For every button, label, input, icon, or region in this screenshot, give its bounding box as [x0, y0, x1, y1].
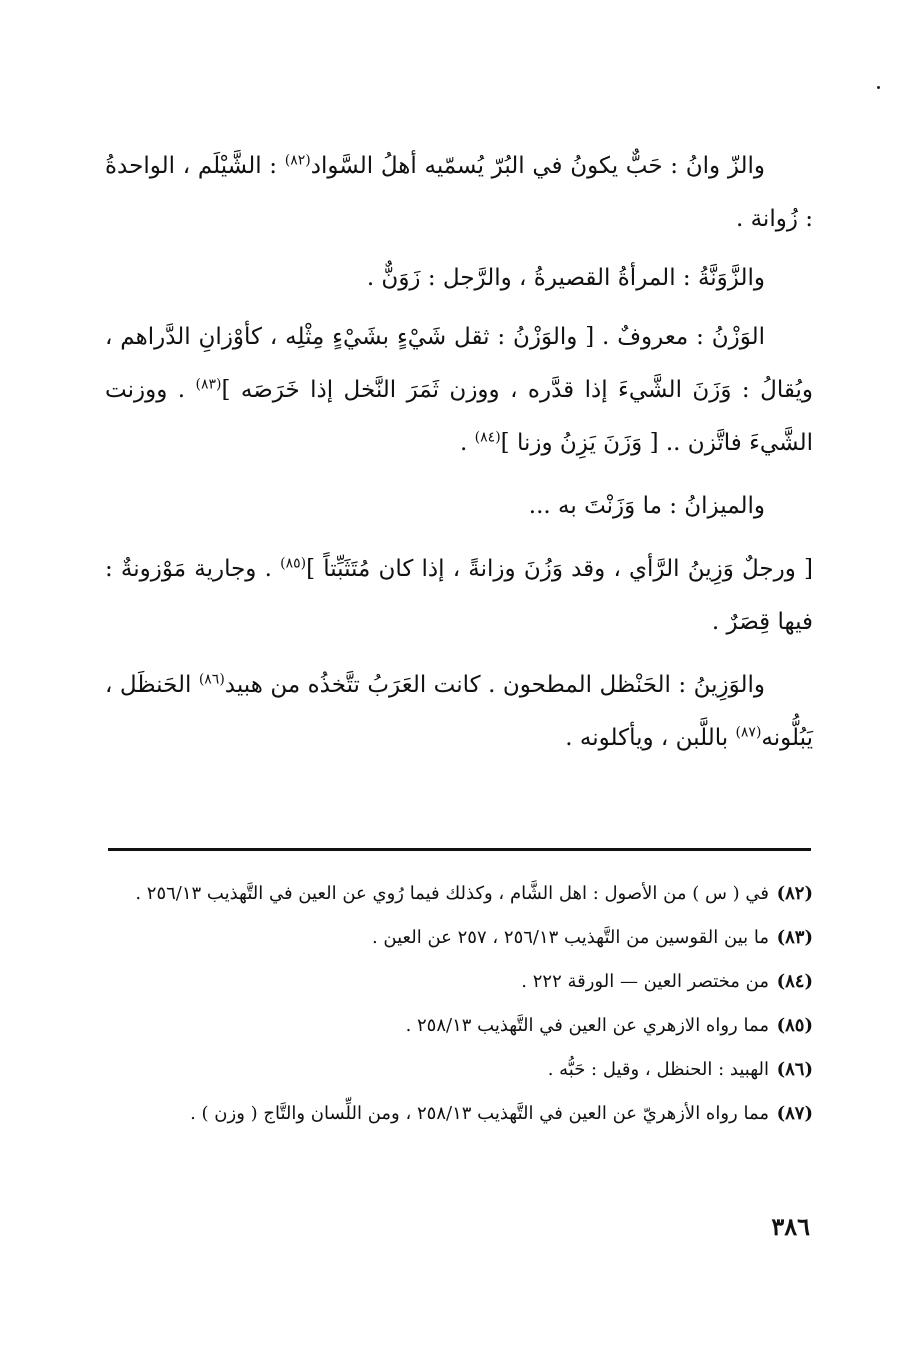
main-text-body [105, 140, 813, 765]
paragraph-text: والزَّوَنَّةُ : المرأةُ القصيرةُ ، والرَّجل : زَوَنٌّ . [366, 265, 765, 291]
footnote-number: (٨٥) [776, 1015, 813, 1036]
paragraph-mizan [105, 480, 813, 533]
footnotes-section [105, 876, 813, 1140]
paragraph-text: . وجارية مَوْزونةٌ : فيها قِصَرٌ . [105, 556, 813, 635]
footnote-ref: (٨٤) [474, 429, 501, 446]
paragraph-text: . [460, 430, 468, 456]
paragraph-zawanna [105, 252, 813, 305]
footnote-text: من مختصر العين — الورقة ٢٢٢ . [521, 971, 769, 992]
footnote-ref: (٨٥) [280, 555, 307, 572]
paragraph-text: الوَزْنُ : معروفٌ . [ والوَزْنُ : ثقل شَيْءٍ بشَيْءٍ مِثْلِه ، كأوْزانِ الدَّراهم ، ويُقالُ : وَزَنَ الشَّيءَ إذا قدَّره ، ووزن ثَمَرَ النَّخل إذا خَرَصَه ] [105, 324, 813, 403]
paragraph-text: والميزانُ : ما وَزَنْتَ به ... [528, 493, 765, 519]
footnote-ref: (٨٧) [735, 724, 762, 741]
footnote-number: (٨٧) [776, 1103, 813, 1124]
footnote-item [105, 1096, 813, 1132]
footnote-divider [108, 848, 811, 851]
footnote-number: (٨٣) [776, 927, 813, 948]
footnote-item [105, 964, 813, 1000]
paragraph-zuwan [105, 140, 813, 246]
footnote-text: ما بين القوسين من التَّهذيب ٢٥٦/١٣ ، ٢٥٧ عن العين . [371, 927, 769, 948]
footnote-ref: (٨٢) [284, 152, 311, 169]
footnote-number: (٨٢) [776, 883, 813, 904]
corner-dot [877, 86, 880, 89]
paragraph-text: [ ورجلٌ وَزِينُ الرَّأي ، وقد وَزُنَ وزانةً ، إذا كان مُتَثَبِّتاً ] [306, 556, 813, 582]
paragraph-text: . ووزنت الشَّيءَ فاتَّزن .. [ وَزَنَ يَزِنُ وزنا ] [105, 377, 813, 456]
footnote-item [105, 1008, 813, 1044]
footnote-item [105, 876, 813, 912]
paragraph-text: : الشَّيْلَم ، الواحدةُ : زُوانة . [105, 153, 813, 232]
footnote-number: (٨٦) [776, 1059, 813, 1080]
page-number: ٣٨٦ [771, 1212, 810, 1241]
footnote-ref: (٨٣) [195, 376, 222, 393]
footnote-item [105, 1052, 813, 1088]
footnote-ref: (٨٦) [198, 671, 225, 688]
paragraph-wazin-hanzal [105, 659, 813, 765]
paragraph-text: والوَزِينُ : الحَنْظل المطحون . كانت العَرَبُ تتَّخذُه من هبيد [224, 672, 765, 698]
footnote-text: الهبيد : الحنظل ، وقيل : حَبُّه . [547, 1059, 769, 1080]
paragraph-wazin-rai [105, 543, 813, 649]
footnote-item [105, 920, 813, 956]
paragraph-text: والزّ وانُ : حَبٌّ يكونُ في البُرّ يُسمّيه أهلُ السَّواد [310, 153, 766, 179]
paragraph-wazn [105, 311, 813, 470]
footnote-text: مما رواه الازهري عن العين في التَّهذيب ٢٥٨/١٣ . [405, 1015, 769, 1036]
footnote-number: (٨٤) [776, 971, 813, 992]
footnote-text: مما رواه الأزهريّ عن العين في التَّهذيب ٢٥٨/١٣ ، ومن اللِّسان والتَّاج ( وزن ) . [190, 1103, 769, 1124]
footnote-text: في ( س ) من الأصول : اهل الشَّام ، وكذلك فيما رُوي عن العين في التَّهذيب ٢٥٦/١٣ . [135, 883, 769, 904]
paragraph-text: باللَّبن ، ويأكلونه . [565, 725, 729, 751]
paragraph-text: الحَنظَل ، يَبُلُّونه [105, 672, 813, 751]
